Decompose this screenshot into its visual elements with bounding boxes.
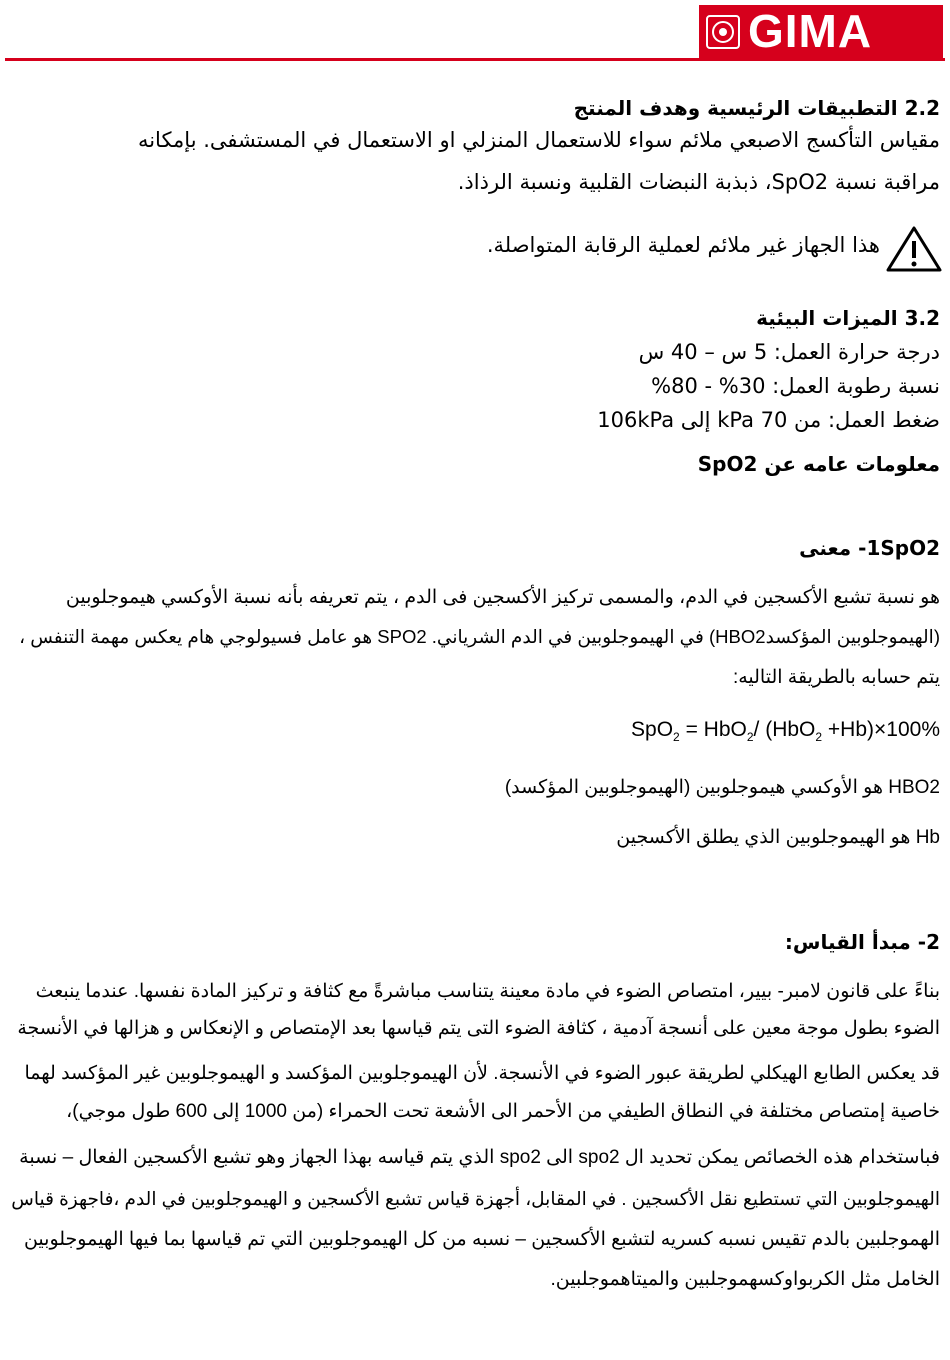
section-2-2-line-1: مقياس التأكسج الاصبعي ملائم سواء للاستعمال المنزلي او الاستعمال في المستشفى. بإمكانه — [137, 128, 940, 152]
warning-text: هذا الجهاز غير ملائم لعملية الرقابة المتواصلة. — [486, 233, 880, 257]
section-2-2-line-2: مراقبة نسبة SpO2، ذبذبة النبضات القلبية ونسبة الرذاذ. — [457, 170, 940, 194]
principle-line-8: الخامل مثل الكربواوكسهموجلبين والميتاهموجلبين. — [550, 1269, 940, 1290]
principle-line-6: الهيموجلوبين التي تستطيع نقل الأكسجين . في المقابل، أجهزة قياس تشبع الأكسجين و الهيموجلوبين في الدم ،فاجهزة قياس — [11, 1188, 940, 1209]
principle-line-2: الضوء بطول موجة معين على أنسجة آدمية ، كثافة الضوء التى يتم قياسها بعد الإمتصاص و الإنعكاس و هزالها في الأنسجة — [17, 1018, 940, 1039]
env-item-humidity: نسبة رطوبة العمل: 30% - 80% — [651, 374, 940, 398]
general-info-title: معلومات عامه عن SpO2 — [697, 452, 940, 476]
definition-hbo2: HBO2 هو الأوكسي هيموجلوبين (الهيموجلوبين المؤكسد) — [504, 777, 940, 798]
section-2-2-title: 2.2 التطبيقات الرئيسية وهدف المنتج — [573, 96, 940, 120]
spo2-meaning-line-2: (الهيموجلوبين المؤكسدHBO2) في الهيموجلوبين في الدم الشرياني. SPO2 هو عامل فسيولوجي هام يعكس مهمة التنفس ، — [19, 626, 940, 647]
definition-hb: Hb هو الهيموجلوبين الذي يطلق الأكسجين — [616, 827, 940, 848]
spo2-meaning-line-1: هو نسبة تشبع الأكسجين في الدم، والمسمى تركيز الأكسجين فى الدم ، يتم تعريفه بأنه نسبة الأوكسي هيموجلوبين — [65, 587, 940, 608]
principle-line-5: فباستخدام هذه الخصائص يمكن تحديد ال spo2 الى spo2 الذي يتم قياسه بهذا الجهاز وهو تشبع الأكسجين الفعال – نسبة — [19, 1147, 940, 1168]
principle-line-3: قد يعكس الطابع الهيكلي لطريقة عبور الضوء في الأنسجة. لأن الهيموجلوبين المؤكسد و الهيموجلوبين غير المؤكسد لهما — [24, 1063, 940, 1084]
spo2-meaning-title: 1SpO2- معنى — [799, 536, 940, 560]
measurement-principle-title: 2- مبدأ القياس: — [784, 930, 940, 954]
spo2-meaning-line-3: يتم حسابه بالطريقة التاليه: — [732, 667, 940, 688]
principle-line-7: الهموجلبين بالدم تقيس نسبه كسريه لتشبع الأكسجين – نسبه من كل الهيموجلوبين التي تم قياسها بما فيها الهيموجلوبين — [23, 1229, 940, 1250]
env-item-pressure: ضغط العمل: من 70 kPa إلى 106kPa — [597, 408, 940, 432]
principle-line-1: بناءً على قانون لامبر- بيير، امتصاص الضوء في مادة معينة يتناسب مباشرةً مع كثافة و تركيز المادة نفسها. عندما ينبعث — [35, 981, 940, 1002]
section-3-2-title: 3.2 الميزات البيئية — [756, 306, 940, 330]
principle-line-4: خاصية إمتصاص مختلفة في النطاق الطيفي من الأحمر الى الأشعة تحت الحمراء (من 1000 إلى 600 طول موجي)، — [66, 1101, 940, 1122]
warning-triangle-icon — [885, 225, 943, 273]
env-item-temperature: درجة حرارة العمل: 5 س – 40 س — [638, 340, 940, 364]
brand-name: GIMA — [748, 5, 873, 57]
spo2-formula: SpO$_2$ = HbO$_2$/ (HbO$_2$ +Hb)×100% — [631, 718, 940, 745]
